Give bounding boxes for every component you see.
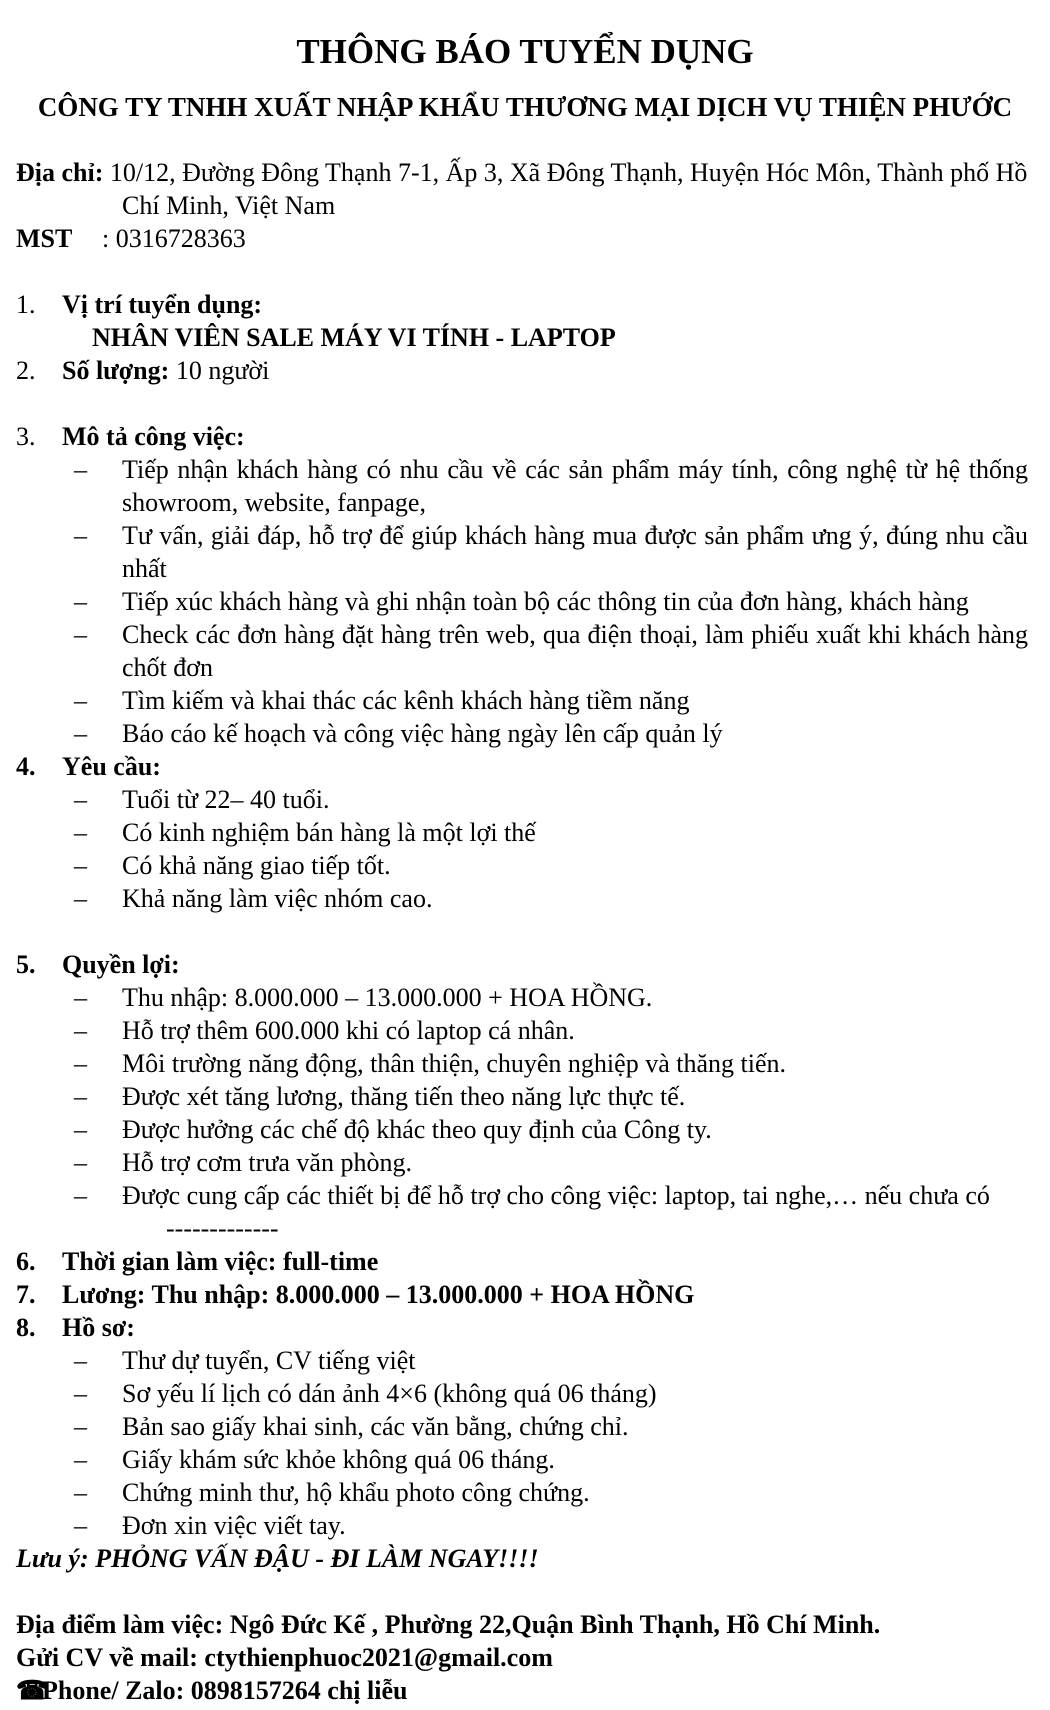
section-number: 2. bbox=[16, 356, 36, 385]
section-position bbox=[16, 288, 1034, 321]
list-item: – Giấy khám sức khỏe không quá 06 tháng. bbox=[74, 1445, 555, 1474]
section-number: 4. bbox=[16, 752, 36, 781]
tax-code-value: : 0316728363 bbox=[102, 224, 246, 253]
list-item: – Bản sao giấy khai sinh, các văn bằng, chứng chỉ. bbox=[74, 1412, 629, 1441]
interview-note: Lưu ý: PHỎNG VẤN ĐẬU - ĐI LÀM NGAY!!!! bbox=[16, 1544, 539, 1573]
address bbox=[16, 156, 1034, 222]
divider-line: ------------- bbox=[166, 1214, 279, 1243]
address-label: Địa chỉ: bbox=[16, 158, 104, 187]
address-value: 10/12, Đường Đông Thạnh 7-1, Ấp 3, Xã Đông Thạnh, Huyện Hóc Môn, Thành phố Hồ Chí Minh, Việt Nam bbox=[103, 158, 1028, 220]
list-item: – Sơ yếu lí lịch có dán ảnh 4×6 (không quá 06 tháng) bbox=[74, 1379, 657, 1408]
section-number: 5. bbox=[16, 950, 36, 979]
benefits-list bbox=[16, 981, 1034, 1212]
list-item: – Có khả năng giao tiếp tốt. bbox=[74, 851, 391, 880]
list-item: – Tìm kiếm và khai thác các kênh khách hàng tiềm năng bbox=[74, 686, 690, 715]
list-item: – Hỗ trợ cơm trưa văn phòng. bbox=[74, 1148, 412, 1177]
list-item: – Đơn xin việc viết tay. bbox=[74, 1511, 346, 1540]
list-item: – Tiếp xúc khách hàng và ghi nhận toàn bộ các thông tin của đơn hàng, khách hàng bbox=[74, 587, 969, 616]
email-contact: Gửi CV về mail: ctythienphuoc2021@gmail.com bbox=[16, 1643, 553, 1672]
phone-icon: ☎ bbox=[16, 1676, 49, 1705]
salary-text: Lương: Thu nhập: 8.000.000 – 13.000.000 + HOA HỒNG bbox=[62, 1280, 695, 1309]
quantity-value: 10 người bbox=[169, 356, 270, 385]
list-item: – Được xét tăng lương, thăng tiến theo năng lực thực tế. bbox=[74, 1082, 686, 1111]
list-item: – Tư vấn, giải đáp, hỗ trợ để giúp khách hàng mua được sản phẩm ưng ý, đúng nhu cầu nhất bbox=[74, 521, 1028, 583]
section-requirements bbox=[16, 750, 1034, 783]
section-heading: Hồ sơ: bbox=[62, 1313, 135, 1342]
list-item: – Được cung cấp các thiết bị để hỗ trợ cho công việc: laptop, tai nghe,… nếu chưa có bbox=[74, 1181, 990, 1210]
section-number: 1. bbox=[16, 290, 36, 319]
page-title: THÔNG BÁO TUYỂN DỤNG bbox=[296, 32, 754, 71]
list-item: – Chứng minh thư, hộ khẩu photo công chứng. bbox=[74, 1478, 590, 1507]
requirements-list bbox=[16, 783, 1034, 915]
section-heading: Vị trí tuyển dụng: bbox=[62, 290, 263, 319]
section-heading: Yêu cầu: bbox=[62, 752, 161, 781]
section-number: 3. bbox=[16, 422, 36, 451]
list-item: – Thư dự tuyển, CV tiếng việt bbox=[74, 1346, 416, 1375]
tax-code bbox=[16, 222, 1034, 255]
section-number: 8. bbox=[16, 1313, 36, 1342]
section-working-time bbox=[16, 1245, 1034, 1278]
list-item: – Môi trường năng động, thân thiện, chuyên nghiệp và thăng tiến. bbox=[74, 1049, 786, 1078]
list-item: – Check các đơn hàng đặt hàng trên web, qua điện thoại, làm phiếu xuất khi khách hàng chốt đơn bbox=[74, 620, 1028, 682]
section-salary bbox=[16, 1278, 1034, 1311]
list-item: – Có kinh nghiệm bán hàng là một lợi thế bbox=[74, 818, 536, 847]
list-item: – Tuổi từ 22– 40 tuổi. bbox=[74, 785, 330, 814]
working-time-text: Thời gian làm việc: full-time bbox=[62, 1247, 379, 1276]
section-benefits bbox=[16, 948, 1034, 981]
position-title: NHÂN VIÊN SALE MÁY VI TÍNH - LAPTOP bbox=[92, 323, 616, 352]
section-job-description bbox=[16, 420, 1034, 453]
list-item: – Được hưởng các chế độ khác theo quy định của Công ty. bbox=[74, 1115, 712, 1144]
list-item: – Thu nhập: 8.000.000 – 13.000.000 + HOA HỒNG. bbox=[74, 983, 653, 1012]
section-quantity bbox=[16, 354, 1034, 387]
section-number: 6. bbox=[16, 1247, 36, 1276]
section-heading: Số lượng: bbox=[62, 356, 170, 385]
list-item: – Báo cáo kế hoạch và công việc hàng ngày lên cấp quản lý bbox=[74, 719, 723, 748]
list-item: – Hỗ trợ thêm 600.000 khi có laptop cá nhân. bbox=[74, 1016, 575, 1045]
section-documents bbox=[16, 1311, 1034, 1344]
company-name: CÔNG TY TNHH XUẤT NHẬP KHẨU THƯƠNG MẠI DỊCH VỤ THIỆN PHƯỚC bbox=[37, 92, 1013, 122]
section-number: 7. bbox=[16, 1280, 36, 1309]
section-heading: Mô tả công việc: bbox=[62, 422, 245, 451]
list-item: – Tiếp nhận khách hàng có nhu cầu về các sản phẩm máy tính, công nghệ từ hệ thống showroom, website, fanpage, bbox=[74, 455, 1028, 517]
job-description-list bbox=[16, 453, 1034, 750]
tax-code-label: MST bbox=[16, 224, 73, 253]
phone-contact bbox=[16, 1674, 1034, 1707]
work-location: Địa điểm làm việc: Ngô Đức Kế , Phường 22,Quận Bình Thạnh, Hồ Chí Minh. bbox=[16, 1610, 881, 1639]
phone-text: Phone/ Zalo: 0898157264 chị liễu bbox=[42, 1676, 408, 1705]
documents-list bbox=[16, 1344, 1034, 1542]
section-heading: Quyền lợi: bbox=[62, 950, 180, 979]
list-item: – Khả năng làm việc nhóm cao. bbox=[74, 884, 433, 913]
